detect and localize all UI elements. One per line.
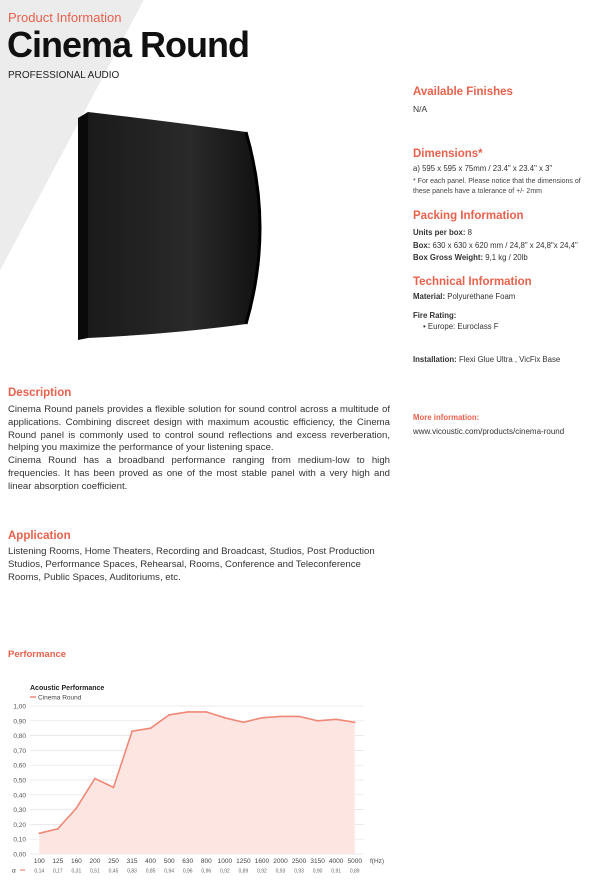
data-point	[354, 721, 356, 723]
value-label: 0,91	[331, 868, 342, 875]
material-row: Material: Polyurethane Foam	[413, 292, 516, 301]
packing-units-row: Units per box: 8	[413, 228, 472, 237]
value-label: 0,89	[238, 868, 249, 875]
data-point	[187, 711, 189, 713]
value-label: 0,31	[71, 868, 82, 875]
fire-rating-item: • Europe: Euroclass F	[423, 322, 499, 331]
value-label: 0,94	[164, 868, 175, 875]
value-label: 0,93	[294, 868, 304, 875]
finishes-heading: Available Finishes	[413, 86, 513, 98]
packing-weight-row: Box Gross Weight: 9,1 kg / 20lb	[413, 253, 528, 262]
value-label: 0,83	[127, 868, 137, 875]
packing-box-row: Box: 630 x 630 x 620 mm / 24,8" x 24,8"x 24,4"	[413, 240, 578, 250]
data-point	[113, 787, 115, 789]
x-tick-label: 2000	[273, 858, 288, 865]
x-tick-label: 500	[163, 858, 175, 865]
y-tick-label: 0,70	[13, 747, 26, 755]
dimensions-note: * For each panel. Please notice that the dimensions of these panels have a tolerance of +/- 2mm	[413, 178, 581, 195]
acoustic-performance-chart	[0, 676, 390, 882]
x-tick-label: 125	[52, 858, 64, 865]
description-body	[8, 404, 390, 494]
y-tick-label: 0,10	[13, 836, 26, 844]
value-label: 0,90	[312, 868, 323, 875]
packing-heading: Packing Information	[413, 210, 524, 222]
y-tick-label: 0,90	[13, 718, 26, 726]
more-info-link[interactable]: www.vicoustic.com/products/cinema-round	[413, 427, 565, 436]
x-tick-label: 800	[200, 858, 212, 865]
installation-row: Installation: Flexi Glue Ultra , VicFix Base	[413, 355, 561, 364]
data-point	[131, 730, 133, 732]
page-kicker: Product Information	[8, 10, 122, 25]
y-tick-label: 0,30	[13, 807, 26, 815]
value-label: 0,92	[257, 868, 267, 875]
acoustic-panel-illustration	[78, 112, 264, 344]
series-area	[39, 712, 354, 854]
more-info-heading: More information:	[413, 413, 480, 422]
data-point	[261, 717, 263, 719]
data-point	[298, 715, 300, 717]
description-paragraph-2: Cinema Round has a broadband performance ranging from medium-low to high frequencies. It has been proved as one of the most stable panel with a very high and linear absorption coefficient.	[8, 455, 390, 492]
y-tick-label: 1,00	[13, 703, 26, 711]
value-label: 0,45	[108, 868, 119, 875]
value-label: 0,96	[201, 868, 212, 875]
value-label: 0,89	[349, 868, 360, 875]
data-point	[224, 717, 226, 719]
page-title: Cinema Round	[7, 24, 250, 65]
x-tick-label: 160	[70, 858, 82, 865]
value-label: 0,96	[182, 868, 193, 875]
value-label: 0,92	[219, 868, 230, 875]
data-point	[38, 832, 40, 834]
x-tick-label: 315	[126, 858, 138, 865]
description-heading: Description	[8, 387, 72, 399]
x-tick-label: 400	[145, 858, 157, 865]
dimensions-heading: Dimensions*	[413, 148, 483, 160]
data-point	[242, 721, 244, 723]
x-tick-label: 1000	[217, 858, 233, 865]
x-tick-label: 2500	[291, 858, 307, 865]
value-label: 0,17	[52, 868, 63, 875]
value-label: 0,51	[90, 868, 100, 875]
x-axis-label: f(Hz)	[370, 858, 385, 865]
value-label: 0,85	[145, 868, 156, 875]
finishes-value: N/A	[413, 104, 428, 114]
chart-title: Acoustic Performance	[30, 685, 105, 692]
value-label: 0,14	[34, 868, 45, 875]
dimensions-value: a) 595 x 595 x 75mm / 23.4" x 23.4" x 3"	[413, 164, 553, 173]
data-point	[317, 720, 319, 722]
y-tick-label: 0,80	[13, 733, 26, 741]
y-tick-label: 0,60	[13, 762, 26, 770]
x-tick-label: 630	[182, 858, 194, 865]
data-point	[75, 807, 77, 809]
application-body: Listening Rooms, Home Theaters, Recording and Broadcast, Studios, Post Production Studios, Performance Spaces, Rehearsal, Rooms, Conference and Teleconference Rooms, Public Spaces, Auditoriums, etc.	[8, 546, 375, 583]
product-image	[78, 112, 264, 344]
data-point	[335, 718, 337, 720]
y-tick-label: 0,00	[13, 851, 26, 859]
x-tick-label: 3150	[310, 858, 325, 865]
page-subtitle: PROFESSIONAL AUDIO	[8, 70, 120, 81]
packing-details	[413, 227, 598, 265]
legend-label: Cinema Round	[38, 694, 82, 702]
x-tick-label: 1250	[236, 858, 251, 865]
data-point	[57, 828, 59, 830]
y-tick-label: 0,40	[13, 792, 26, 800]
application-heading: Application	[8, 530, 71, 542]
data-point	[280, 715, 282, 717]
performance-chart	[0, 676, 390, 882]
x-tick-label: 250	[108, 858, 119, 865]
alpha-symbol: α	[12, 867, 16, 875]
description-paragraph-1: Cinema Round panels provides a flexible solution for sound control across a multitude of applications. Combining discreet design with maximum acoustic efficiency, the Cinema Round panel is commonly used to control sound reflections and excess reverberation, helping you maximize the performance of your listening space.	[8, 404, 390, 454]
performance-heading: Performance	[8, 649, 67, 660]
x-tick-label: 4000	[328, 858, 344, 865]
data-point	[150, 727, 152, 729]
value-label: 0,93	[275, 868, 286, 875]
y-tick-label: 0,20	[13, 821, 26, 829]
data-point	[94, 778, 96, 780]
y-tick-label: 0,50	[13, 777, 26, 785]
data-point	[168, 714, 170, 716]
x-tick-label: 5000	[347, 858, 362, 865]
x-tick-label: 100	[33, 858, 45, 865]
data-point	[205, 711, 207, 713]
x-tick-label: 1600	[254, 858, 270, 865]
fire-rating: Fire Rating: • Europe: Euroclass F	[413, 311, 499, 331]
x-tick-label: 200	[89, 858, 101, 865]
technical-heading: Technical Information	[413, 276, 532, 288]
